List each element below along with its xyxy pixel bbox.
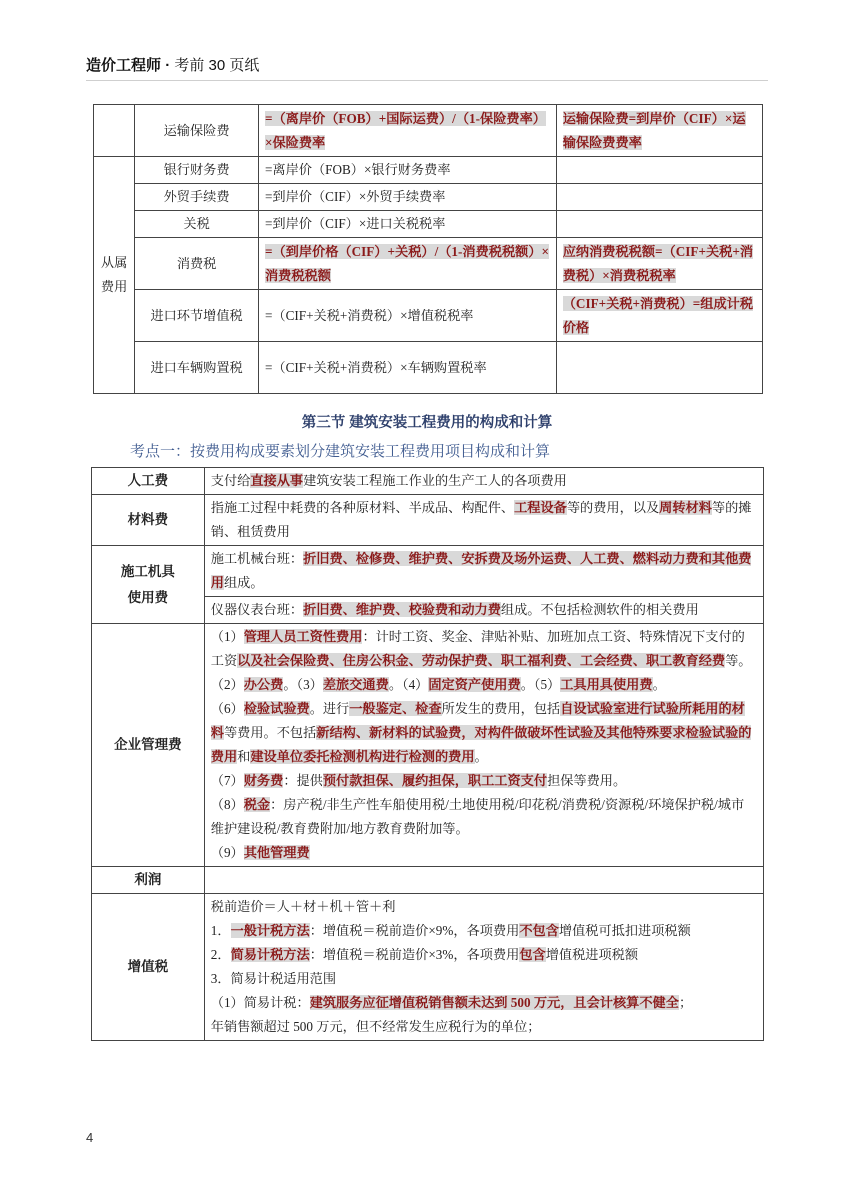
fee-note: 应纳消费税税额=（CIF+关税+消费税）×消费税税率 [556, 238, 762, 290]
fee-formula: =到岸价（CIF）×进口关税税率 [258, 211, 556, 238]
fee-note [556, 157, 762, 184]
fee-name: 关税 [135, 211, 259, 238]
fee-name: 消费税 [135, 238, 259, 290]
row-label: 利润 [92, 867, 205, 894]
import-fee-table [93, 104, 763, 394]
table-row [94, 238, 763, 290]
fee-note [556, 184, 762, 211]
fee-name: 外贸手续费 [135, 184, 259, 211]
group-label: 从属费用 [94, 157, 135, 394]
row-content [204, 624, 763, 867]
table-row [92, 468, 764, 495]
row-content: 支付给直接从事建筑安装工程施工作业的生产工人的各项费用 [204, 468, 763, 495]
fee-name: 运输保险费 [135, 105, 259, 157]
fee-formula: =（CIF+关税+消费税）×车辆购置税率 [258, 342, 556, 394]
cost-composition-table [91, 467, 764, 1041]
table-row [94, 211, 763, 238]
row-label: 增值税 [92, 894, 205, 1041]
table-row [94, 184, 763, 211]
table-row [94, 157, 763, 184]
table-row [92, 894, 764, 1041]
fee-note: （CIF+关税+消费税）=组成计税价格 [556, 290, 762, 342]
page-header [86, 54, 259, 75]
row-content: 税前造价＝人＋材＋机＋管＋利 1．一般计税方法：增值税＝税前造价×9%，各项费用不包含增值税可抵扣进项税额 2．简易计税方法：增值税＝税前造价×3%，各项费用包含增值税进项税额 3．简易计税适用范围 （1）简易计税：建筑服务应征增值税销售额未达到 500 万元，且会计核算不健全； 年销售额超过 500 万元，但不经常发生应税行为的单位； [204, 894, 763, 1041]
blank-cell [94, 105, 135, 157]
page-number: 4 [86, 1130, 94, 1145]
header-divider [86, 80, 768, 81]
fee-formula: =（到岸价格（CIF）+关税）/（1-消费税税额）×消费税税额 [258, 238, 556, 290]
section-title: 第三节 建筑安装工程费用的构成和计算 [301, 415, 553, 431]
mgmt-item-7: （7）财务费：提供预付款担保、履约担保，职工工资支付担保等费用。 [210, 773, 627, 788]
fee-name: 进口车辆购置税 [135, 342, 259, 394]
row-label: 企业管理费 [92, 624, 205, 867]
table-row [94, 105, 763, 157]
fee-note: 运输保险费=到岸价（CIF）×运输保险费费率 [556, 105, 762, 157]
row-content: 指施工过程中耗费的各种原材料、半成品、构配件、工程设备等的费用，以及周转材料等的摊销、租赁费用 [204, 495, 763, 546]
mgmt-item-6: （6）检验试验费。进行一般鉴定、检查所发生的费用，包括自设试验室进行试验所耗用的材料等费用。不包括新结构、新材料的试验费，对构件做破坏性试验及其他特殊要求检验试验的费用和建设单位委托检测机构进行检测的费用。 [210, 701, 752, 764]
table-row [92, 867, 764, 894]
row-label: 人工费 [92, 468, 205, 495]
mgmt-item-8: （8）税金：房产税/非生产性车船使用税/土地使用税/印花税/消费税/资源税/环境保护税/城市维护建设税/教育费附加/地方教育费附加等。 [210, 797, 745, 836]
fee-note [556, 342, 762, 394]
mgmt-item-1: （1）管理人员工资性费用：计时工资、奖金、津贴补贴、加班加点工资、特殊情况下支付的工资以及社会保险费、住房公积金、劳动保护费、职工福利费、工会经费、职工教育经费等。 [210, 629, 752, 668]
row-label: 材料费 [92, 495, 205, 546]
table-row [92, 624, 764, 867]
header-subtitle: 考前 30 页纸 [174, 57, 260, 74]
mgmt-item-2-5: （2）办公费。（3）差旅交通费。（4）固定资产使用费。（5）工具用具使用费。 [210, 677, 666, 692]
table-row [94, 342, 763, 394]
row-content: 施工机械台班：折旧费、检修费、维护费、安拆费及场外运费、人工费、燃料动力费和其他费用组成。 [204, 546, 763, 597]
header-dot: · [165, 57, 171, 74]
fee-note [556, 211, 762, 238]
row-content: 仪器仪表台班：折旧费、维护费、校验费和动力费组成。不包括检测软件的相关费用 [204, 597, 763, 624]
fee-formula: =到岸价（CIF）×外贸手续费率 [258, 184, 556, 211]
row-label: 施工机具使用费 [92, 546, 205, 624]
key-point-title: 考点一：按费用构成要素划分建筑安装工程费用项目构成和计算 [130, 443, 551, 460]
header-title: 造价工程师 [86, 57, 162, 74]
fee-name: 银行财务费 [135, 157, 259, 184]
fee-formula: =离岸价（FOB）×银行财务费率 [258, 157, 556, 184]
table-row [92, 546, 764, 597]
fee-formula: =（CIF+关税+消费税）×增值税税率 [258, 290, 556, 342]
table-row [94, 290, 763, 342]
fee-formula: =（离岸价（FOB）+国际运费）/（1-保险费率）×保险费率 [258, 105, 556, 157]
row-content [204, 867, 763, 894]
mgmt-item-9: （9）其他管理费 [210, 845, 310, 860]
table-row [92, 495, 764, 546]
fee-name: 进口环节增值税 [135, 290, 259, 342]
